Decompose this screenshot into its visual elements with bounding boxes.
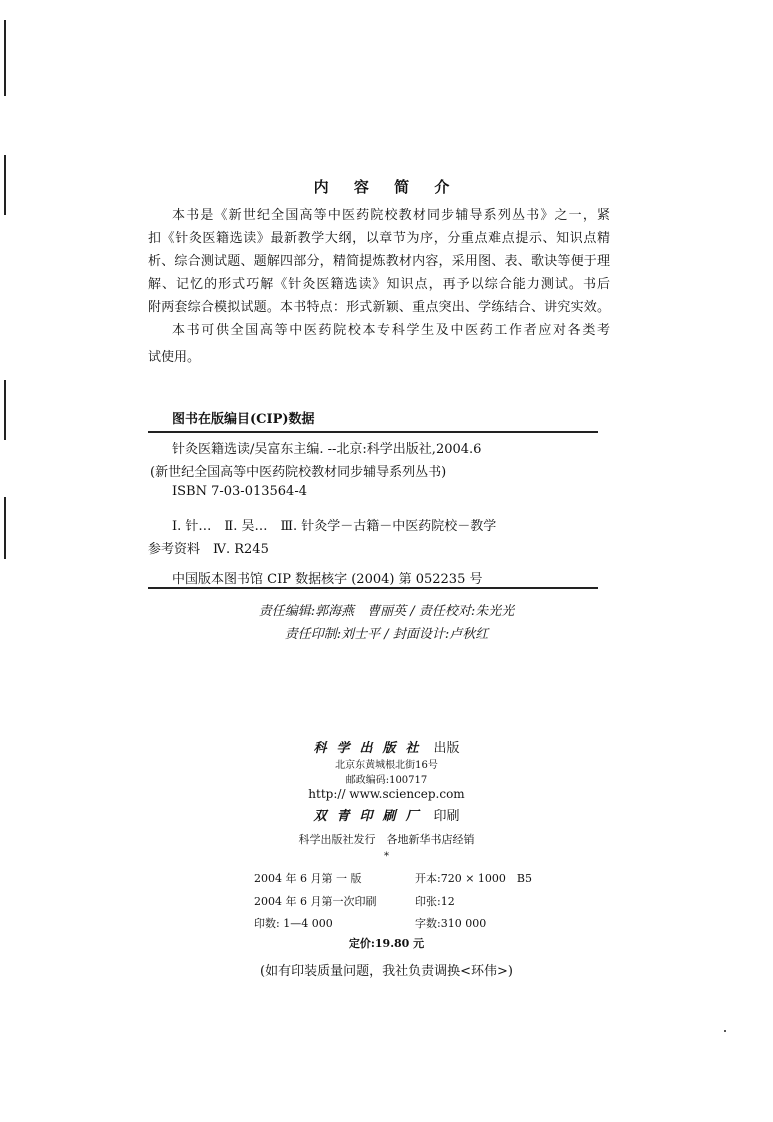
scan-edge-mark — [4, 20, 6, 96]
publisher-postcode: 邮政编码:100717 — [345, 775, 428, 786]
publisher-line — [0, 737, 773, 756]
summary-line: 附两套综合模拟试题。本书特点：形式新颖、重点突出、学练结合、讲究实效。 — [148, 300, 610, 315]
sheets: 印张:12 — [415, 895, 455, 908]
cip-classification: Ⅰ. 针… Ⅱ. 吴… Ⅲ. 针灸学－古籍－中医药院校－教学 — [172, 519, 497, 534]
summary-line: 本书是《新世纪全国高等中医药院校教材同步辅导系列丛书》之一，紧 — [172, 208, 610, 223]
distribution: 科学出版社发行 各地新华书店经销 — [298, 833, 475, 846]
word-count: 字数:310 000 — [415, 917, 487, 930]
publisher-logo: 科学出版社 — [313, 741, 429, 756]
scan-edge-mark — [4, 380, 6, 440]
format: 开本:720 × 1000 B5 — [415, 872, 532, 885]
printer-suffix: 印刷 — [433, 809, 460, 824]
publisher-suffix: 出版 — [433, 741, 460, 756]
summary-line: 试使用。 — [148, 350, 201, 365]
scan-edge-mark — [4, 497, 6, 559]
quality-notice: (如有印装质量问题，我社负责调换<环伟>) — [260, 964, 513, 979]
cip-classification: 参考资料 Ⅳ. R245 — [148, 542, 269, 557]
scan-speck — [724, 1030, 726, 1032]
printer-logo: 双青印刷厂 — [313, 809, 429, 824]
divider — [148, 587, 598, 589]
summary-line: 本书可供全国高等中医药院校本专科学生及中医药工作者应对各类考 — [172, 323, 610, 338]
summary-line: 扣《针灸医籍选读》最新教学大纲，以章节为序，分重点难点提示、知识点精 — [148, 231, 610, 246]
cip-heading: 图书在版编目(CIP)数据 — [172, 412, 315, 427]
divider — [148, 431, 598, 433]
edition: 2004 年 6 月第 一 版 — [254, 872, 362, 885]
separator: * — [384, 851, 389, 862]
summary-line: 解、记忆的形式巧解《针灸医籍选读》知识点，再予以综合能力测试。书后 — [148, 277, 610, 292]
credits-production: 责任印制:刘士平 / 封面设计:卢秋红 — [284, 627, 489, 642]
publisher-address: 北京东黄城根北街16号 — [335, 760, 438, 771]
cip-line: (新世纪全国高等中医药院校教材同步辅导系列丛书) — [150, 465, 447, 480]
cip-isbn: ISBN 7-03-013564-4 — [172, 484, 307, 499]
cip-line: 针灸医籍选读/吴富东主编. --北京:科学出版社,2004.6 — [172, 442, 482, 457]
price: 定价:19.80 元 — [348, 937, 425, 950]
copies: 印数: 1—4 000 — [254, 917, 333, 930]
credits-editors: 责任编辑:郭海燕 曹丽英 / 责任校对:朱光光 — [258, 604, 515, 619]
printer-line — [0, 805, 773, 824]
summary-title: 内 容 简 介 — [313, 178, 460, 196]
summary-line: 析、综合测试题、题解四部分，精简提炼教材内容，采用图、表、歌诀等便于理 — [148, 254, 610, 269]
cip-approval: 中国版本图书馆 CIP 数据核字 (2004) 第 052235 号 — [172, 572, 483, 587]
printing: 2004 年 6 月第一次印刷 — [254, 895, 377, 908]
publisher-url: http:// www.sciencep.com — [308, 787, 465, 801]
